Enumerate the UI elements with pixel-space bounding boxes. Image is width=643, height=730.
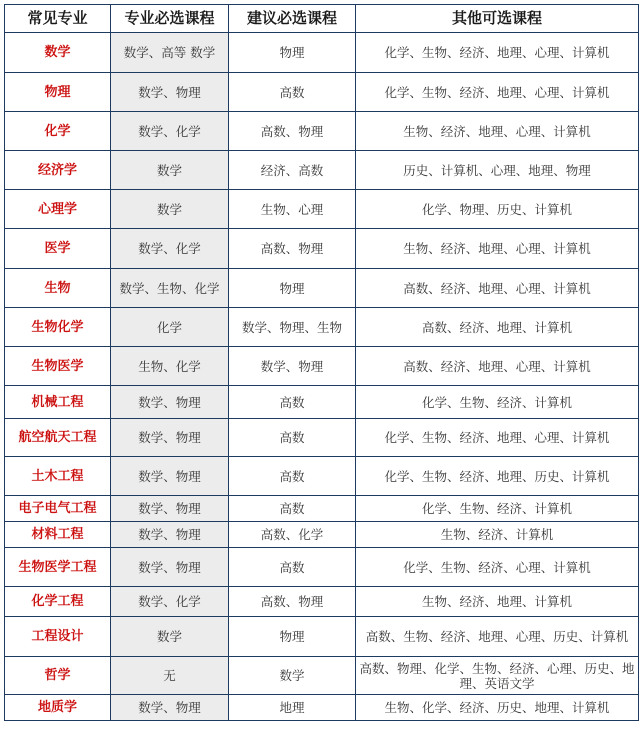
cell-optional: 化学、物理、历史、计算机	[356, 190, 639, 229]
header-required: 专业必选课程	[111, 5, 229, 33]
cell-major: 电子电气工程	[5, 496, 111, 522]
cell-required: 化学	[111, 308, 229, 347]
cell-suggested: 数学、物理、生物	[229, 308, 356, 347]
cell-optional: 高数、经济、地理、心理、计算机	[356, 347, 639, 386]
cell-optional: 化学、生物、经济、地理、心理、计算机	[356, 33, 639, 73]
cell-suggested: 物理	[229, 269, 356, 308]
cell-optional: 生物、经济、地理、心理、计算机	[356, 112, 639, 151]
table-row	[5, 229, 639, 269]
cell-required: 数学、物理	[111, 457, 229, 496]
cell-major: 生物化学	[5, 308, 111, 347]
table-row	[5, 151, 639, 190]
table-row	[5, 347, 639, 386]
cell-major: 心理学	[5, 190, 111, 229]
cell-suggested: 高数、物理	[229, 112, 356, 151]
cell-required: 数学、化学	[111, 112, 229, 151]
cell-major: 生物医学工程	[5, 548, 111, 587]
cell-suggested: 经济、高数	[229, 151, 356, 190]
table-row	[5, 587, 639, 617]
cell-optional: 生物、化学、经济、历史、地理、计算机	[356, 695, 639, 721]
table-row	[5, 496, 639, 522]
cell-suggested: 高数	[229, 548, 356, 587]
header-suggested: 建议必选课程	[229, 5, 356, 33]
cell-optional: 历史、计算机、心理、地理、物理	[356, 151, 639, 190]
cell-major: 医学	[5, 229, 111, 269]
cell-required: 生物、化学	[111, 347, 229, 386]
cell-suggested: 生物、心理	[229, 190, 356, 229]
cell-required: 数学、物理	[111, 73, 229, 112]
cell-major: 化学工程	[5, 587, 111, 617]
cell-required: 数学、物理	[111, 386, 229, 419]
cell-optional: 高数、经济、地理、心理、计算机	[356, 269, 639, 308]
cell-optional: 化学、生物、经济、计算机	[356, 496, 639, 522]
cell-suggested: 高数、物理	[229, 229, 356, 269]
cell-required: 数学、物理	[111, 548, 229, 587]
table-row	[5, 386, 639, 419]
cell-optional: 化学、生物、经济、地理、历史、计算机	[356, 457, 639, 496]
cell-suggested: 高数、化学	[229, 522, 356, 548]
table-row	[5, 695, 639, 721]
table-body	[5, 33, 639, 721]
cell-suggested: 高数	[229, 457, 356, 496]
cell-suggested: 数学、物理	[229, 347, 356, 386]
cell-optional: 高数、物理、化学、生物、经济、心理、历史、地理、英语文学	[356, 657, 639, 695]
cell-major: 土木工程	[5, 457, 111, 496]
table-row	[5, 617, 639, 657]
cell-suggested: 物理	[229, 33, 356, 73]
table-row	[5, 73, 639, 112]
cell-required: 数学	[111, 190, 229, 229]
cell-major: 生物医学	[5, 347, 111, 386]
cell-suggested: 物理	[229, 617, 356, 657]
cell-optional: 化学、生物、经济、计算机	[356, 386, 639, 419]
table-row	[5, 548, 639, 587]
cell-suggested: 数学	[229, 657, 356, 695]
table-row	[5, 457, 639, 496]
header-major: 常见专业	[5, 5, 111, 33]
cell-optional: 化学、生物、经济、心理、计算机	[356, 548, 639, 587]
cell-required: 数学、物理	[111, 522, 229, 548]
cell-required: 数学、物理	[111, 496, 229, 522]
cell-suggested: 高数	[229, 386, 356, 419]
header-optional: 其他可选课程	[356, 5, 639, 33]
cell-suggested: 高数	[229, 73, 356, 112]
cell-required: 数学、物理	[111, 695, 229, 721]
header-row	[5, 5, 639, 33]
cell-suggested: 高数	[229, 496, 356, 522]
cell-required: 数学	[111, 151, 229, 190]
cell-major: 数学	[5, 33, 111, 73]
cell-major: 物理	[5, 73, 111, 112]
cell-major: 生物	[5, 269, 111, 308]
cell-major: 哲学	[5, 657, 111, 695]
cell-required: 无	[111, 657, 229, 695]
cell-major: 工程设计	[5, 617, 111, 657]
cell-required: 数学、高等 数学	[111, 33, 229, 73]
cell-optional: 化学、生物、经济、地理、心理、计算机	[356, 419, 639, 457]
cell-major: 航空航天工程	[5, 419, 111, 457]
cell-required: 数学、化学	[111, 587, 229, 617]
course-table	[4, 4, 639, 721]
cell-required: 数学、生物、化学	[111, 269, 229, 308]
cell-optional: 生物、经济、地理、心理、计算机	[356, 229, 639, 269]
cell-required: 数学、物理	[111, 419, 229, 457]
cell-major: 机械工程	[5, 386, 111, 419]
cell-suggested: 高数、物理	[229, 587, 356, 617]
cell-optional: 高数、生物、经济、地理、心理、历史、计算机	[356, 617, 639, 657]
cell-optional: 高数、经济、地理、计算机	[356, 308, 639, 347]
cell-optional: 生物、经济、地理、计算机	[356, 587, 639, 617]
cell-optional: 生物、经济、计算机	[356, 522, 639, 548]
table-row	[5, 112, 639, 151]
cell-required: 数学	[111, 617, 229, 657]
cell-major: 地质学	[5, 695, 111, 721]
cell-major: 化学	[5, 112, 111, 151]
cell-optional: 化学、生物、经济、地理、心理、计算机	[356, 73, 639, 112]
table-row	[5, 522, 639, 548]
table-row	[5, 33, 639, 73]
table-row	[5, 419, 639, 457]
cell-required: 数学、化学	[111, 229, 229, 269]
cell-major: 经济学	[5, 151, 111, 190]
cell-suggested: 地理	[229, 695, 356, 721]
table-row	[5, 190, 639, 229]
cell-suggested: 高数	[229, 419, 356, 457]
table-row	[5, 657, 639, 695]
cell-major: 材料工程	[5, 522, 111, 548]
table-row	[5, 269, 639, 308]
table-row	[5, 308, 639, 347]
